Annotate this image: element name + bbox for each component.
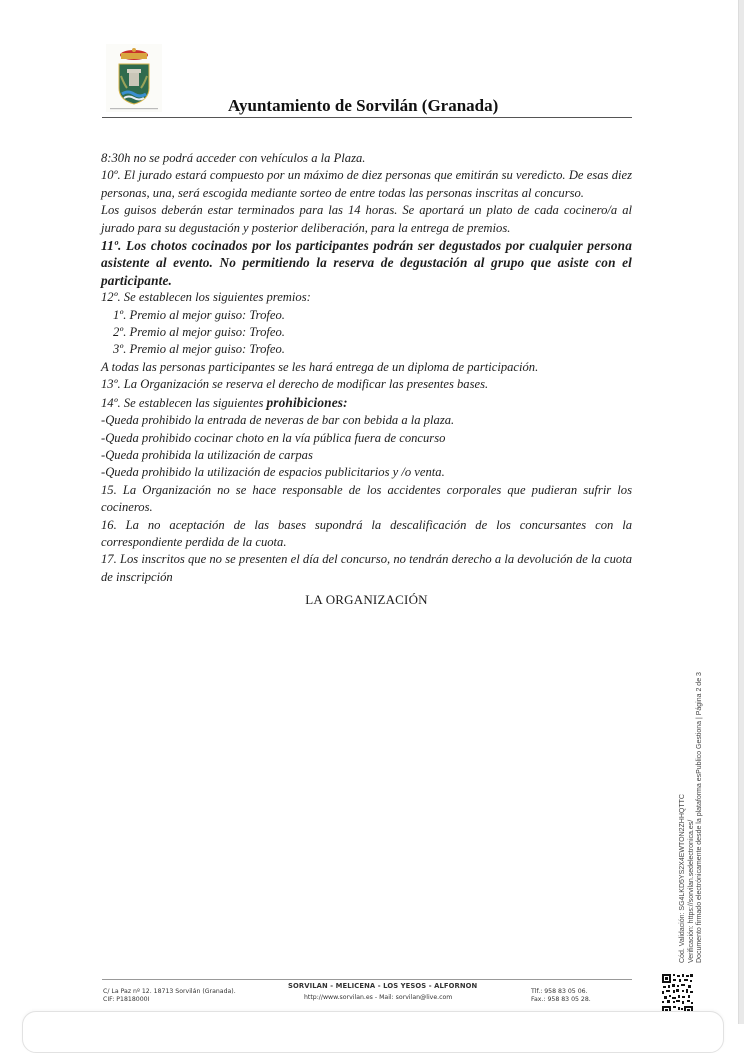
paragraph-bold: 11º. Los chotos cocinados por los participantes podrán ser degustados por cualquier persona asistente al evento. No permitiendo la reserva de degustación al grupo que asiste con el participante. bbox=[101, 238, 632, 288]
coat-of-arms-icon bbox=[106, 44, 162, 112]
paragraph: A todas las personas participantes se les hará entrega de un diploma de participación. bbox=[101, 359, 539, 374]
scrollbar-track[interactable] bbox=[738, 0, 744, 1024]
footer-phone: Tlf.: 958 83 05 06. bbox=[531, 988, 588, 995]
footer-divider bbox=[102, 979, 632, 980]
paragraph: 10º. El jurado estará compuesto por un máximo de diez personas que emitirán su veredicto. De esas diez personas, una, será escogida mediante sorteo de entre todas las personas inscritas al concurso. bbox=[101, 168, 632, 200]
footer-fax: Fax.: 958 83 05 28. bbox=[531, 996, 591, 1003]
prohibitions-intro-text: 14º. Se establecen las siguientes bbox=[101, 395, 267, 410]
prohibition-item: -Queda prohibido la entrada de neveras de bar con bebida a la plaza. bbox=[101, 413, 455, 428]
prize-item: 1º. Premio al mejor guiso: Trofeo. bbox=[113, 307, 285, 322]
signature: LA ORGANIZACIÓN bbox=[305, 592, 428, 608]
paragraph: 12º. Se establecen los siguientes premios: bbox=[101, 290, 311, 305]
prohibition-item: -Queda prohibido la utilización de espacios publicitarios y /o venta. bbox=[101, 465, 445, 480]
footer-address-block bbox=[103, 988, 236, 1004]
paragraph: 17. Los inscritos que no se presenten el día del concurso, no tendrán derecho a la devolución de la cuota de inscripción bbox=[101, 552, 632, 584]
prize-item: 2º. Premio al mejor guiso: Trofeo. bbox=[113, 325, 285, 340]
qr-code-icon bbox=[661, 970, 694, 1016]
footer-cif: CIF: P1818000I bbox=[103, 996, 150, 1003]
bottom-panel bbox=[22, 1011, 724, 1053]
paragraph: 16. La no aceptación de las bases supondrá la descalificación de los concursantes con la correspondiente perdida de la cuota. bbox=[101, 517, 632, 549]
header-divider bbox=[102, 117, 632, 118]
paragraph: 13º. La Organización se reserva el derecho de modificar las presentes bases. bbox=[101, 377, 489, 392]
prohibition-item: -Queda prohibida la utilización de carpas bbox=[101, 447, 313, 462]
prohibitions-bold-label: prohibiciones: bbox=[266, 394, 348, 410]
footer-towns: SORVILAN - MELICENA - LOS YESOS - ALFORNON bbox=[288, 982, 478, 990]
prohibition-item: -Queda prohibido cocinar choto en la vía pública fuera de concurso bbox=[101, 430, 446, 445]
validation-code: Cód. Validación: SG4LKD5YS2X4EWTON2ZHHQTTC bbox=[679, 794, 686, 963]
validation-url: Verificación: https://sorvilan.sedelectronica.es/ bbox=[687, 819, 695, 963]
footer-contact-block bbox=[531, 988, 591, 1004]
paragraph: Los guisos deberán estar terminados para las 14 horas. Se aportará un plato de cada cocinero/a al jurado para su degustación y posterior deliberación, para la entrega de premios. bbox=[101, 203, 632, 235]
signature-platform-note: Documento firmado electrónicamente desde la plataforma esPublico Gestiona | Página 2 de 3 bbox=[696, 672, 704, 963]
page-header-title: Ayuntamiento de Sorvilán (Granada) bbox=[228, 96, 499, 115]
footer-web-mail: http://www.sorvilan.es - Mail: sorvilan@live.com bbox=[304, 994, 453, 1001]
footer-address: C/ La Paz nº 12. 18713 Sorvilán (Granada). bbox=[103, 988, 236, 995]
paragraph: 15. La Organización no se hace responsable de los accidentes corporales que pudieran sufrir los cocineros. bbox=[101, 482, 632, 515]
document-body bbox=[101, 150, 632, 609]
prize-item: 3º. Premio al mejor guiso: Trofeo. bbox=[113, 342, 285, 357]
paragraph-prohibitions-intro bbox=[101, 394, 632, 412]
validation-stamp bbox=[679, 672, 705, 963]
paragraph: 8:30h no se podrá acceder con vehículos a la Plaza. bbox=[101, 151, 366, 165]
